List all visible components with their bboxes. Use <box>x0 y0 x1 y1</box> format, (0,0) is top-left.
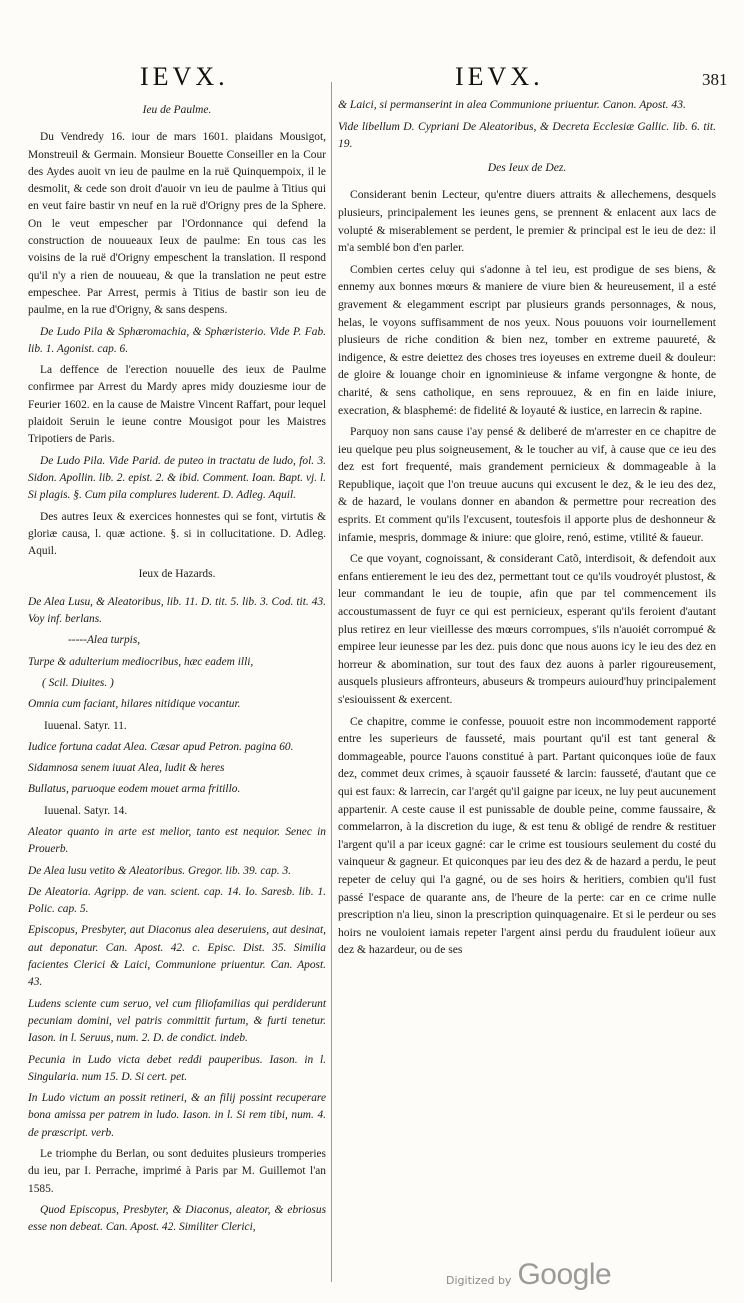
digitization-watermark <box>446 1258 611 1292</box>
left-column <box>28 96 326 1241</box>
paragraph: Des autres Ieux & exercices honnestes qui se font, virtutis & gloriæ causa, l. quæ actione. §. si in collucitatione. D. Adleg. Aquil. <box>28 510 326 558</box>
paragraph: Le triomphe du Berlan, ou sont deduites plusieurs tromperies du ieu, par I. Perrache, imprimé à Paris par M. Guillemot l'an 1585. <box>28 1148 326 1195</box>
citation: Episcopus, Presbyter, aut Diaconus alea deseruiens, aut desinat, aut deponatur. Can. Apost. 42. c. Episc. Dist. 35. Similia facientes Clerici & Laici, Communione priuentur. Can. Apost. 43. <box>28 924 326 989</box>
column-divider <box>331 82 332 1282</box>
paragraph: Parquoy non sans cause i'ay pensé & deliberé de m'arrester en ce chapitre de ieu quelque peu plus soigneusement, & le toucher au vif, à cause que ce ieu des dez est fort frequenté, mais grandement pernicieux & dommageable à la Republique, iaçoit que l'on treuue aucuns qui excusent le dez, & le ieu des dez, & de hazard, le voulans donner en abandon & permettre pour recreation des esprits. Et comment qu'ils l'excusent, toutesfois il apporte plus de deshonneur & infamie, mespris, dommage & iniure: que gloire, renó, estime, vtilité & faueur. <box>338 425 716 544</box>
right-column <box>338 96 716 963</box>
paragraph: Ce chapitre, comme ie confesse, pouuoit estre non incommodement rapporté entre les superieurs de fausseté, mais pourtant qu'il est tant general & dommageable, pource l'auons constitué à part. Partant quiconques ioüe de faux dez, commet deux crimes, à sçauoir fausseté & larcin: fausseté, d'autant que ce qui est faux: & larrecin, car l'argét qu'il gaigne par iceux, ne luy peut aucunement appartenir. A ceste cause il est punissable de double peine, comme faussaire, & commelarron, à la discretion du iuge, & est tenu & obligé de rendre & restituer l'argent qu'il a par iceux gagné: car le crime est tousiours seulement du costé du vainqueur & gagneur. Et quiconques par ieu des dez & de hazard a perdu, le peut repeter de celuy qui l'a gagné, ou de ses hoirs & heritiers, combien qu'il fust passé l'espace de quarante ans, de l'heure de la perte: car en ce crime nulle prescription n'a lieu, sinon la prescription quinquagenaire. Et si le perdeur ou ses hoirs ne vouloient iamais repeter l'argent ainsi perdu du fraudulent ioüeur aux dez & hazardeur, ou de ses <box>338 714 716 957</box>
verse-source: Iuuenal. Satyr. 11. <box>44 719 127 732</box>
paragraph: Combien certes celuy qui s'adonne à tel ieu, est prodigue de ses biens, & ennemy aux bonnes mœurs & maniere de viure bien & heureusement, il a esté gravement & elegamment escript par plusieurs grands personnages, & nous, helas, le voyons suffisamment de nos yeux. Nous pouuons voir iournellement plusieurs de riche condition & bien nez, tomber en extreme pauureté, & indigence, & estre deiettez des choses tres ioyeuses en extreme dueil & douleur: de gloire & louange choir en ignominieuse & infame vergongne & honte, de charité, & sens catholique, en sens reprouuez, & en fin en laide iniure, execration, & blasphemé: de fidelité & loyauté & iustice, en larrecin & rapine. <box>338 262 716 417</box>
citation: Ludens sciente cum seruo, vel cum filiofamilias qui perdiderunt pecuniam domini, vel patris committit furtum, & furti tenetur. Iason. in l. Seruus, num. 2. D. de condict. indeb. <box>28 997 326 1045</box>
section-title-jeu-de-paulme: Ieu de Paulme. <box>142 104 212 116</box>
digitized-by-label: Digitized by <box>446 1274 512 1287</box>
citation: Aleator quanto in arte est melior, tanto est nequior. Senec in Prouerb. <box>28 825 326 856</box>
citation: De Alea Lusu, & Aleatoribus, lib. 11. D. tit. 5. lib. 3. Cod. tit. 43. Voy inf. berlans. <box>28 595 326 626</box>
verse-source: Iuuenal. Satyr. 14. <box>44 804 128 817</box>
section-title-jeux-de-dez: Des Ieux de Dez. <box>487 160 567 174</box>
citation: Iudice fortuna cadat Alea. Cæsar apud Petron. pagina 60. <box>28 740 294 753</box>
citation: De Ludo Pila & Sphæromachia, & Sphæristerio. Vide P. Fab. lib. 1. Agonist. cap. 6. <box>28 325 326 355</box>
page-number: 381 <box>702 70 728 89</box>
citation: Vide libellum D. Cypriani De Aleatoribus, & Decreta Ecclesiæ Gallic. lib. 6. tit. 19. <box>338 119 716 151</box>
citation: Quod Episcopus, Presbyter, & Diaconus, aleator, & ebriosus esse non debeat. Can. Apost. 42. Similiter Clerici, <box>28 1203 326 1234</box>
verse-line: Turpe & adulterium mediocribus, hæc eadem illi, <box>28 655 254 668</box>
right-running-head: IEVX. <box>455 62 544 91</box>
section-title-jeux-de-hazards: Ieux de Hazards. <box>138 568 216 581</box>
paragraph: Ce que voyant, cognoissant, & considerant Catõ, interdisoit, & defendoit aux enfans entierement le ieu des dez, permettant tout ce qu'ils voudroyét plustost, & leur commandant le ieu de toupie, afin que par tel commencement ils accoustumassent de fuyr ce qui est pernicieux, esperant qu'ils feroient d'autant plus retirez en leur vieillesse des mœurs corrompues, s'ils n'auoiét corrompué & empiree leur ieunesse par les dez. puis donc que nous auons icy le ieu des dez en horreur & abomination, sur tout des faux dez auons à parler rigoureusement, ausquels plusieurs affronteurs, abuseurs & trompeurs auiourd'huy principalement s'esiouissent & exercent. <box>338 552 716 706</box>
citation: De Ludo Pila. Vide Parid. de puteo in tractatu de ludo, fol. 3. Sidon. Apollin. lib. 2. epist. 2. & ibid. Comment. Ioan. Bapt. vj. l. Si plagis. §. Cum pila complures luderent. D. Adleg. Aquil. <box>28 454 326 502</box>
citation: In Ludo victum an possit retineri, & an filij possint recuperare bona amissa per patrem in ludo. Iason. in l. Si rem tibi, num. 4. de præscript. verb. <box>28 1092 326 1139</box>
verse-line: Bullatus, paruoque eodem mouet arma fritillo. <box>28 783 241 796</box>
paragraph: Considerant benin Lecteur, qu'entre diuers attraits & allechemens, desquels plusieurs, principalement les ieunes gens, se prennent & enlacent aux lacs de volupté & miserablement se perdent, le premier & principal est le ieu de dez: il m'a semblé bon d'en parler. <box>338 188 716 255</box>
citation: Pecunia in Ludo victa debet reddi pauperibus. Iason. in l. Singularia. num 15. D. Si cert. pet. <box>28 1053 326 1083</box>
verse-line: -----Alea turpis, <box>68 634 141 647</box>
citation: De Alea lusu vetito & Aleatoribus. Gregor. lib. 39. cap. 3. <box>28 864 292 877</box>
citation: & Laici, si permanserint in alea Communione priuentur. Canon. Apost. 43. <box>338 98 686 111</box>
verse-line: Sidamnosa senem iuuat Alea, ludit & heres <box>28 762 225 775</box>
citation: De Aleatoria. Agripp. de van. scient. cap. 14. Io. Saresb. lib. 1. Polic. cap. 5. <box>28 885 326 916</box>
verse-line: Omnia cum faciant, hilares nitidique vocantur. <box>28 698 241 711</box>
left-running-head: IEVX. <box>140 62 229 91</box>
paragraph: Du Vendredy 16. iour de mars 1601. plaidans Mousigot, Monstreuil & Germain. Monsieur Bouette Conseiller en la Cour des Aydes auoit vn ieu de paulme en la ruë Quinquempoix, il le desmolit, & cede son droit d'auoir vn ieu de paulme à Titius qui en veut faire bastir vn neuf en la ruë d'Origny pres de la Sphere. On le veut empescher par l'Ordonnance qui defend la construction de nouueaux Ieux de paulme: En tous cas les voisins de la ruë d'Origny empeschent la translation. Il respond qu'il n'y a rien de nouueau, & que la translation ne peut estre empeschee. Par Arrest, permis à Titius de bastir son ieu de paulme, en la rue d'Origny, & sans despens. <box>28 131 326 317</box>
paragraph: La deffence de l'erection nouuelle des ieux de Paulme confirmee par Arrest du Mardy apres midy douziesme iour de Feurier 1602. en la cause de Maistre Vincent Raffart, pour lequel plaidoit Seruin le ieune contre Mousigot pour les Maistres Tripotiers de Paris. <box>28 364 326 446</box>
google-logo: Google <box>517 1258 612 1291</box>
verse-line: ( Scil. Diuites. ) <box>42 676 114 689</box>
